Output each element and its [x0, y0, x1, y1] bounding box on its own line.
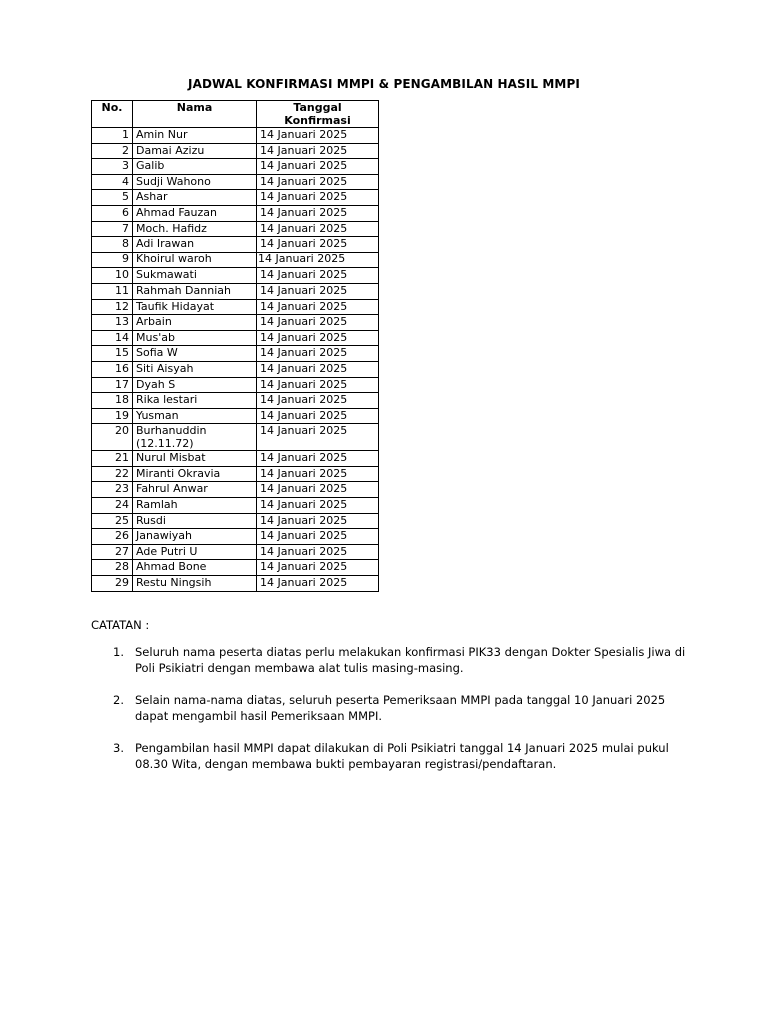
note-item	[91, 740, 691, 772]
cell-no: 21	[92, 451, 133, 467]
cell-nama: Nurul Misbat	[133, 451, 257, 467]
cell-nama: Mus'ab	[133, 330, 257, 346]
cell-tanggal: 14 Januari 2025	[257, 451, 379, 467]
cell-nama: Restu Ningsih	[133, 576, 257, 592]
table-header-row	[92, 101, 379, 128]
table-row	[92, 544, 379, 560]
table-row	[92, 408, 379, 424]
cell-nama: Miranti Okravia	[133, 466, 257, 482]
note-item	[91, 692, 691, 724]
cell-no: 25	[92, 513, 133, 529]
cell-no: 5	[92, 190, 133, 206]
table-row	[92, 128, 379, 144]
table-row	[92, 252, 379, 268]
table-row	[92, 393, 379, 409]
cell-nama: Damai Azizu	[133, 143, 257, 159]
cell-tanggal: 14 Januari 2025	[257, 424, 379, 451]
cell-no: 29	[92, 576, 133, 592]
notes-list	[91, 644, 691, 772]
cell-tanggal: 14 Januari 2025	[257, 190, 379, 206]
table-row	[92, 451, 379, 467]
cell-no: 26	[92, 529, 133, 545]
table-row	[92, 205, 379, 221]
cell-nama: Yusman	[133, 408, 257, 424]
cell-nama: Ade Putri U	[133, 544, 257, 560]
cell-tanggal: 14 Januari 2025	[257, 393, 379, 409]
cell-nama: Sukmawati	[133, 268, 257, 284]
cell-nama: Sofia W	[133, 346, 257, 362]
cell-no: 10	[92, 268, 133, 284]
table-row	[92, 237, 379, 253]
cell-no: 3	[92, 159, 133, 175]
cell-tanggal: 14 Januari 2025	[257, 237, 379, 253]
cell-nama: Amin Nur	[133, 128, 257, 144]
table-row	[92, 377, 379, 393]
cell-no: 24	[92, 498, 133, 514]
cell-tanggal: 14 Januari 2025	[257, 529, 379, 545]
table-row	[92, 498, 379, 514]
cell-no: 19	[92, 408, 133, 424]
table-row	[92, 424, 379, 451]
cell-nama: Siti Aisyah	[133, 361, 257, 377]
cell-nama: Rika lestari	[133, 393, 257, 409]
cell-no: 6	[92, 205, 133, 221]
cell-nama: Taufik Hidayat	[133, 299, 257, 315]
cell-nama: Dyah S	[133, 377, 257, 393]
cell-no: 2	[92, 143, 133, 159]
note-text: Pengambilan hasil MMPI dapat dilakukan di Poli Psikiatri tanggal 14 Januari 2025 mulai pukul 08.30 Wita, dengan membawa bukti pembayaran registrasi/pendaftaran.	[135, 741, 669, 771]
header-nama: Nama	[133, 101, 257, 128]
header-no: No.	[92, 101, 133, 128]
cell-no: 27	[92, 544, 133, 560]
header-tanggal-line1: Tanggal	[293, 101, 342, 114]
cell-no: 14	[92, 330, 133, 346]
page-title: JADWAL KONFIRMASI MMPI & PENGAMBILAN HASIL MMPI	[188, 77, 580, 91]
header-tanggal-line2: Konfirmasi	[284, 114, 351, 127]
cell-no: 22	[92, 466, 133, 482]
cell-nama: Fahrul Anwar	[133, 482, 257, 498]
cell-no: 8	[92, 237, 133, 253]
cell-nama: Janawiyah	[133, 529, 257, 545]
cell-tanggal: 14 Januari 2025	[257, 283, 379, 299]
table-row	[92, 513, 379, 529]
cell-tanggal: 14 Januari 2025	[257, 377, 379, 393]
note-number: 3.	[113, 741, 124, 755]
cell-nama: Adi Irawan	[133, 237, 257, 253]
cell-nama: Arbain	[133, 315, 257, 331]
cell-no: 12	[92, 299, 133, 315]
table-row	[92, 159, 379, 175]
cell-tanggal: 14 Januari 2025	[257, 498, 379, 514]
cell-no: 9	[92, 252, 133, 268]
header-tanggal	[257, 101, 379, 128]
table-row	[92, 143, 379, 159]
cell-tanggal: 14 Januari 2025	[257, 346, 379, 362]
cell-no: 15	[92, 346, 133, 362]
cell-tanggal: 14 Januari 2025	[257, 299, 379, 315]
cell-tanggal: 14 Januari 2025	[257, 221, 379, 237]
note-text: Selain nama-nama diatas, seluruh peserta Pemeriksaan MMPI pada tanggal 10 Januari 2025 dapat mengambil hasil Pemeriksaan MMPI.	[135, 693, 666, 723]
cell-nama: Khoirul waroh	[133, 252, 257, 268]
table-row	[92, 529, 379, 545]
table-row	[92, 482, 379, 498]
cell-tanggal: 14 Januari 2025	[257, 544, 379, 560]
cell-tanggal: 14 Januari 2025	[257, 513, 379, 529]
cell-nama: Ashar	[133, 190, 257, 206]
cell-tanggal: 14 Januari 2025	[257, 268, 379, 284]
cell-nama: Rusdi	[133, 513, 257, 529]
table-row	[92, 346, 379, 362]
cell-tanggal: 14 Januari 2025	[257, 159, 379, 175]
cell-nama: Ahmad Fauzan	[133, 205, 257, 221]
cell-no: 18	[92, 393, 133, 409]
cell-tanggal: 14 Januari 2025	[257, 174, 379, 190]
cell-no: 17	[92, 377, 133, 393]
cell-nama: Rahmah Danniah	[133, 283, 257, 299]
cell-tanggal: 14 Januari 2025	[257, 482, 379, 498]
cell-tanggal: 14 Januari 2025	[257, 466, 379, 482]
table-row	[92, 190, 379, 206]
cell-no: 1	[92, 128, 133, 144]
note-item	[91, 644, 691, 676]
cell-no: 13	[92, 315, 133, 331]
cell-nama: Burhanuddin (12.11.72)	[133, 424, 257, 451]
cell-no: 7	[92, 221, 133, 237]
cell-no: 11	[92, 283, 133, 299]
table-row	[92, 174, 379, 190]
cell-tanggal: 14 Januari 2025	[257, 252, 379, 268]
schedule-table-body	[92, 128, 379, 592]
table-row	[92, 466, 379, 482]
notes-section	[91, 617, 691, 788]
table-row	[92, 283, 379, 299]
cell-tanggal: 14 Januari 2025	[257, 576, 379, 592]
cell-no: 4	[92, 174, 133, 190]
cell-no: 20	[92, 424, 133, 451]
note-number: 1.	[113, 645, 124, 659]
schedule-table	[91, 100, 379, 592]
table-row	[92, 330, 379, 346]
cell-nama: Moch. Hafidz	[133, 221, 257, 237]
table-row	[92, 361, 379, 377]
notes-heading: CATATAN :	[91, 618, 150, 632]
table-row	[92, 268, 379, 284]
cell-tanggal: 14 Januari 2025	[257, 408, 379, 424]
cell-no: 28	[92, 560, 133, 576]
table-row	[92, 315, 379, 331]
table-row	[92, 221, 379, 237]
table-row	[92, 560, 379, 576]
cell-tanggal: 14 Januari 2025	[257, 143, 379, 159]
cell-tanggal: 14 Januari 2025	[257, 361, 379, 377]
note-text: Seluruh nama peserta diatas perlu melakukan konfirmasi PIK33 dengan Dokter Spesialis Jiwa di Poli Psikiatri dengan membawa alat tulis masing-masing.	[135, 645, 686, 675]
cell-tanggal: 14 Januari 2025	[257, 128, 379, 144]
note-number: 2.	[113, 693, 124, 707]
cell-no: 23	[92, 482, 133, 498]
table-row	[92, 576, 379, 592]
cell-nama: Ramlah	[133, 498, 257, 514]
cell-tanggal: 14 Januari 2025	[257, 560, 379, 576]
cell-tanggal: 14 Januari 2025	[257, 330, 379, 346]
cell-nama: Ahmad Bone	[133, 560, 257, 576]
cell-tanggal: 14 Januari 2025	[257, 205, 379, 221]
cell-nama: Sudji Wahono	[133, 174, 257, 190]
cell-no: 16	[92, 361, 133, 377]
cell-nama: Galib	[133, 159, 257, 175]
table-row	[92, 299, 379, 315]
cell-tanggal: 14 Januari 2025	[257, 315, 379, 331]
